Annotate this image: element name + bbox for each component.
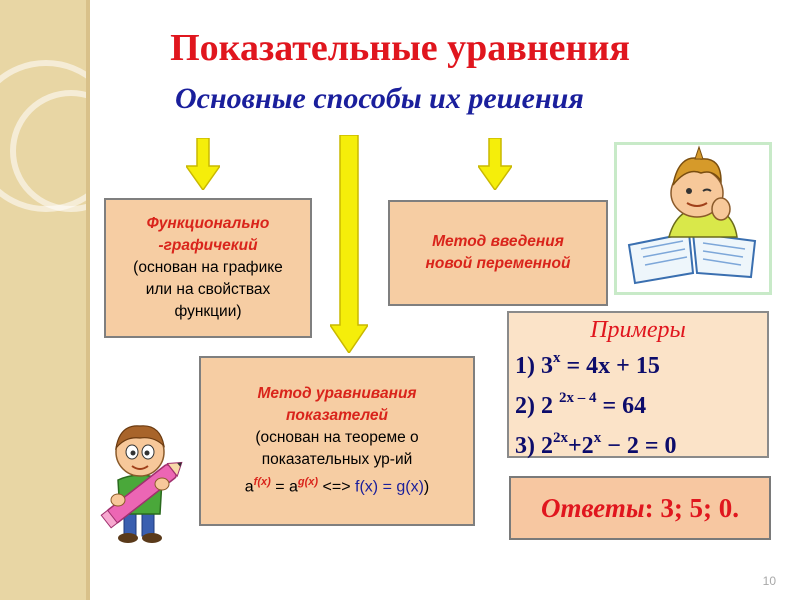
- side-decor-band: [0, 0, 90, 600]
- page-number: 10: [762, 574, 776, 588]
- method-note: (основан на графике: [133, 259, 283, 276]
- method-equal-exponents-box: [199, 356, 475, 526]
- answers-label: Ответы: [540, 492, 645, 523]
- boy-with-pencil-illustration: [94, 418, 190, 544]
- page-subtitle: Основные способы их решения: [175, 82, 584, 115]
- method-note: показательных ур-ий: [261, 451, 413, 469]
- arrow-down-left: [186, 138, 220, 190]
- answers-box: Ответы : 3; 5; 0.: [509, 476, 771, 540]
- arrow-down-right: [478, 138, 512, 190]
- method-title: новой переменной: [425, 255, 571, 272]
- method-note: (основан на теореме о: [255, 429, 419, 447]
- page-title: Показательные уравнения: [170, 27, 630, 69]
- decor-ring: [10, 90, 132, 212]
- method-functional-graphic-box: [104, 198, 312, 338]
- method-note: функции): [174, 303, 242, 320]
- method-title: Функционально -графичекий: [146, 215, 270, 254]
- method-new-variable-box: [388, 200, 608, 306]
- example-2: 2) 2 $^{2x - 4}$ = 64: [515, 390, 647, 419]
- examples-box: [507, 311, 769, 458]
- examples-title: Примеры: [590, 317, 686, 343]
- reading-boy-icon: [617, 145, 769, 292]
- method-note: или на свойствах: [145, 281, 271, 298]
- example-3: 3) $2^{2x}+2^x - 2 = 0$: [515, 430, 677, 459]
- arrow-down-center: [330, 135, 368, 353]
- reading-boy-illustration: [614, 142, 772, 295]
- method-title: показателей: [285, 407, 389, 425]
- method-title: Метод введения: [432, 233, 564, 250]
- theorem-formula: $a^{f(x)} = a^{g(x)}$ <=> f(x) = g(x)): [244, 476, 430, 496]
- answers-values: 3; 5; 0.: [653, 492, 740, 523]
- method-title: Метод уравнивания: [257, 385, 417, 403]
- example-1: 1) $3^x = 4x + 15$: [515, 350, 660, 379]
